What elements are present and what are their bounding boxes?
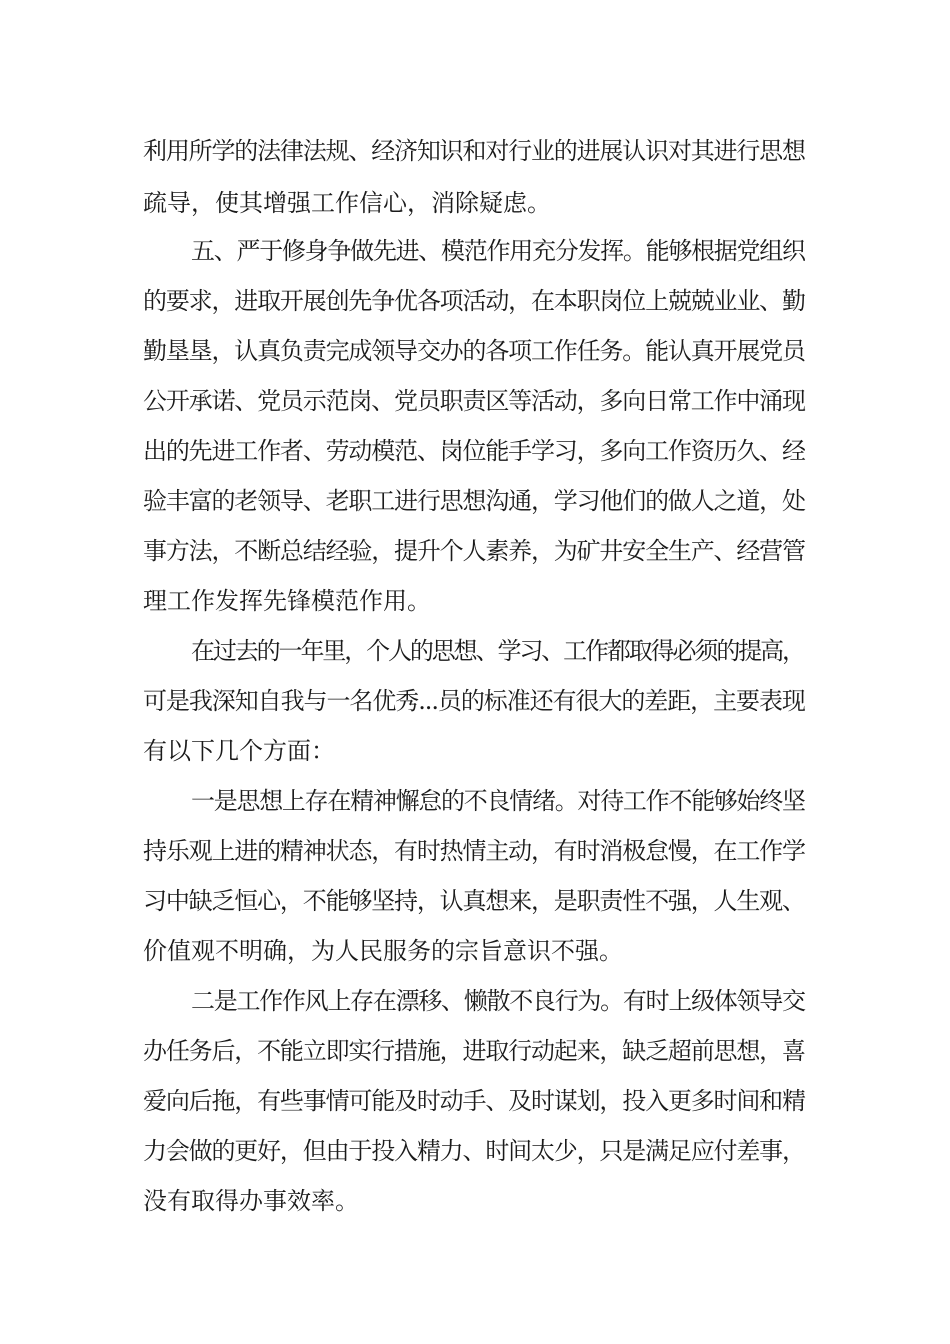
text-line: 力会做的更好，但由于投入精力、时间太少，只是满足应付差事， bbox=[143, 1137, 805, 1165]
text-line: 可是我深知自我与一名优秀...员的标准还有很大的差距，主要表现 bbox=[143, 687, 805, 715]
text-line: 习中缺乏恒心，不能够坚持，认真想来，是职责性不强，人生观、 bbox=[143, 887, 805, 915]
text-line: 公开承诺、党员示范岗、党员职责区等活动，多向日常工作中涌现 bbox=[143, 387, 805, 415]
text-line: 勤垦垦，认真负责完成领导交办的各项工作任务。能认真开展党员 bbox=[143, 337, 805, 365]
text-line: 疏导，使其增强工作信心，消除疑虑。 bbox=[143, 189, 551, 217]
text-line: 理工作发挥先锋模范作用。 bbox=[143, 587, 431, 615]
text-line: 验丰富的老领导、老职工进行思想沟通，学习他们的做人之道，处 bbox=[143, 487, 805, 515]
text-line: 在过去的一年里，个人的思想、学习、工作都取得必须的提高， bbox=[191, 637, 804, 665]
text-line: 出的先进工作者、劳动模范、岗位能手学习，多向工作资历久、经 bbox=[143, 437, 805, 465]
text-line: 二是工作作风上存在漂移、懒散不良行为。有时上级体领导交 bbox=[191, 987, 805, 1015]
text-line: 价值观不明确，为人民服务的宗旨意识不强。 bbox=[143, 937, 623, 965]
text-line: 的要求，进取开展创先争优各项活动，在本职岗位上兢兢业业、勤 bbox=[143, 287, 805, 315]
text-line: 办任务后，不能立即实行措施，进取行动起来，缺乏超前思想，喜 bbox=[143, 1037, 805, 1065]
text-line: 一是思想上存在精神懈怠的不良情绪。对待工作不能够始终坚 bbox=[191, 787, 805, 815]
text-line: 事方法，不断总结经验，提升个人素养，为矿井安全生产、经营管 bbox=[143, 537, 805, 565]
text-line: 利用所学的法律法规、经济知识和对行业的进展认识对其进行思想 bbox=[143, 137, 805, 165]
text-line: 爱向后拖，有些事情可能及时动手、及时谋划，投入更多时间和精 bbox=[143, 1087, 805, 1115]
text-line: 持乐观上进的精神状态，有时热情主动，有时消极怠慢，在工作学 bbox=[143, 837, 805, 865]
text-line: 有以下几个方面： bbox=[143, 737, 335, 765]
text-line: 没有取得办事效率。 bbox=[143, 1187, 359, 1215]
text-line: 五、严于修身争做先进、模范作用充分发挥。能够根据党组织 bbox=[191, 237, 805, 265]
